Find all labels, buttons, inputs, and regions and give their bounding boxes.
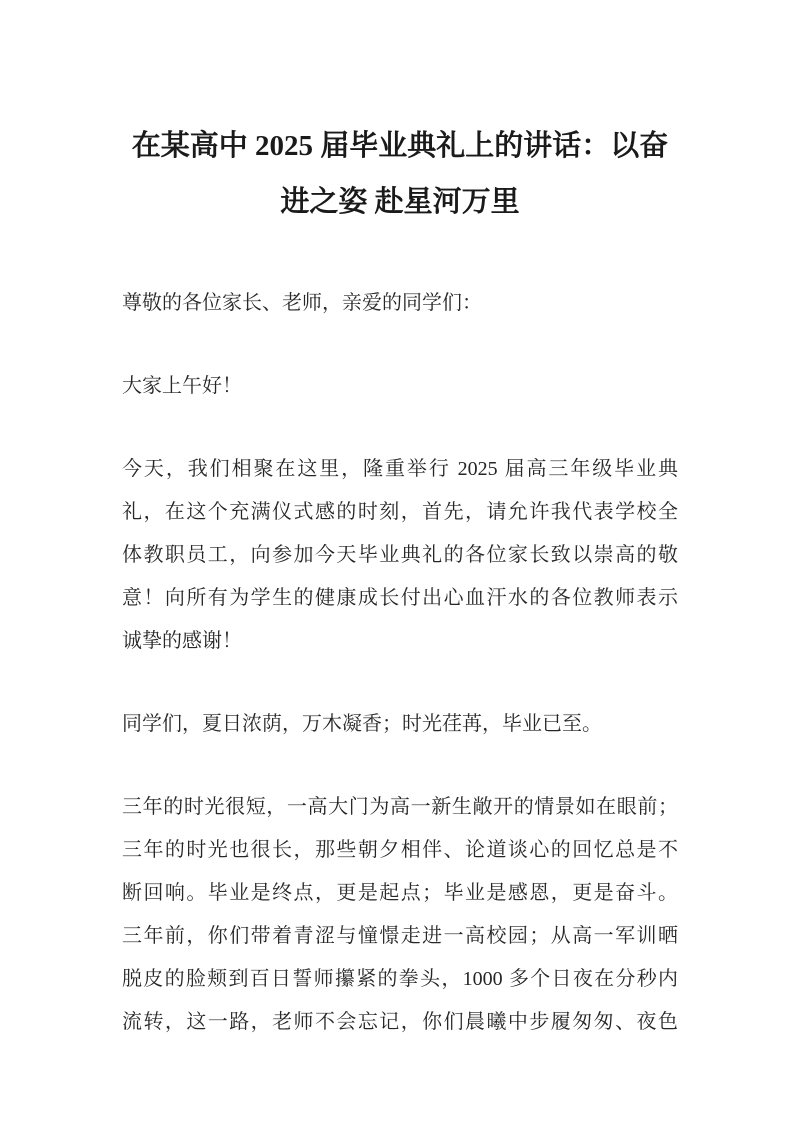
text-line: 体教职员工，向参加今天毕业典礼的各位家长致以崇高的敬 <box>122 544 678 566</box>
text-line: 尊敬的各位家长、老师，亲爱的同学们： <box>122 292 482 314</box>
text-line: 意！向所有为学生的健康成长付出心血汗水的各位教师表示 <box>122 587 678 609</box>
paragraph-memories <box>122 786 678 1044</box>
text-line: 断回响。毕业是终点，更是起点；毕业是感恩，更是奋斗。 <box>122 882 678 904</box>
text-line: 大家上午好！ <box>122 375 242 397</box>
text-line: 礼，在这个充满仪式感的时刻，首先，请允许我代表学校全 <box>122 501 678 523</box>
text-line: 三年的时光也很长，那些朝夕相伴、论道谈心的回忆总是不 <box>122 839 678 861</box>
document-body <box>122 282 678 1044</box>
text-line: 三年前，你们带着青涩与憧憬走进一高校园；从高一军训晒 <box>122 925 678 947</box>
text-line: 流转，这一路，老师不会忘记，你们晨曦中步履匆匆、夜色 <box>122 1011 678 1033</box>
paragraph-transition <box>122 703 678 746</box>
text-line: 三年的时光很短，一高大门为高一新生敞开的情景如在眼前； <box>122 796 678 818</box>
document-title <box>122 118 678 230</box>
title-line-2: 进之姿 赴星河万里 <box>280 186 520 218</box>
paragraph-greeting <box>122 365 678 408</box>
text-line: 同学们，夏日浓荫，万木凝香；时光荏苒，毕业已至。 <box>122 713 602 735</box>
text-line: 脱皮的脸颊到百日誓师攥紧的拳头，1000 多个日夜在分秒内 <box>122 968 678 990</box>
text-line: 诚挚的感谢！ <box>122 630 242 652</box>
paragraph-opening-thanks <box>122 448 678 663</box>
paragraph-salutation <box>122 282 678 325</box>
text-line: 今天，我们相聚在这里，隆重举行 2025 届高三年级毕业典 <box>122 458 678 480</box>
title-line-1: 在某高中 2025 届毕业典礼上的讲话：以奋 <box>131 130 669 162</box>
